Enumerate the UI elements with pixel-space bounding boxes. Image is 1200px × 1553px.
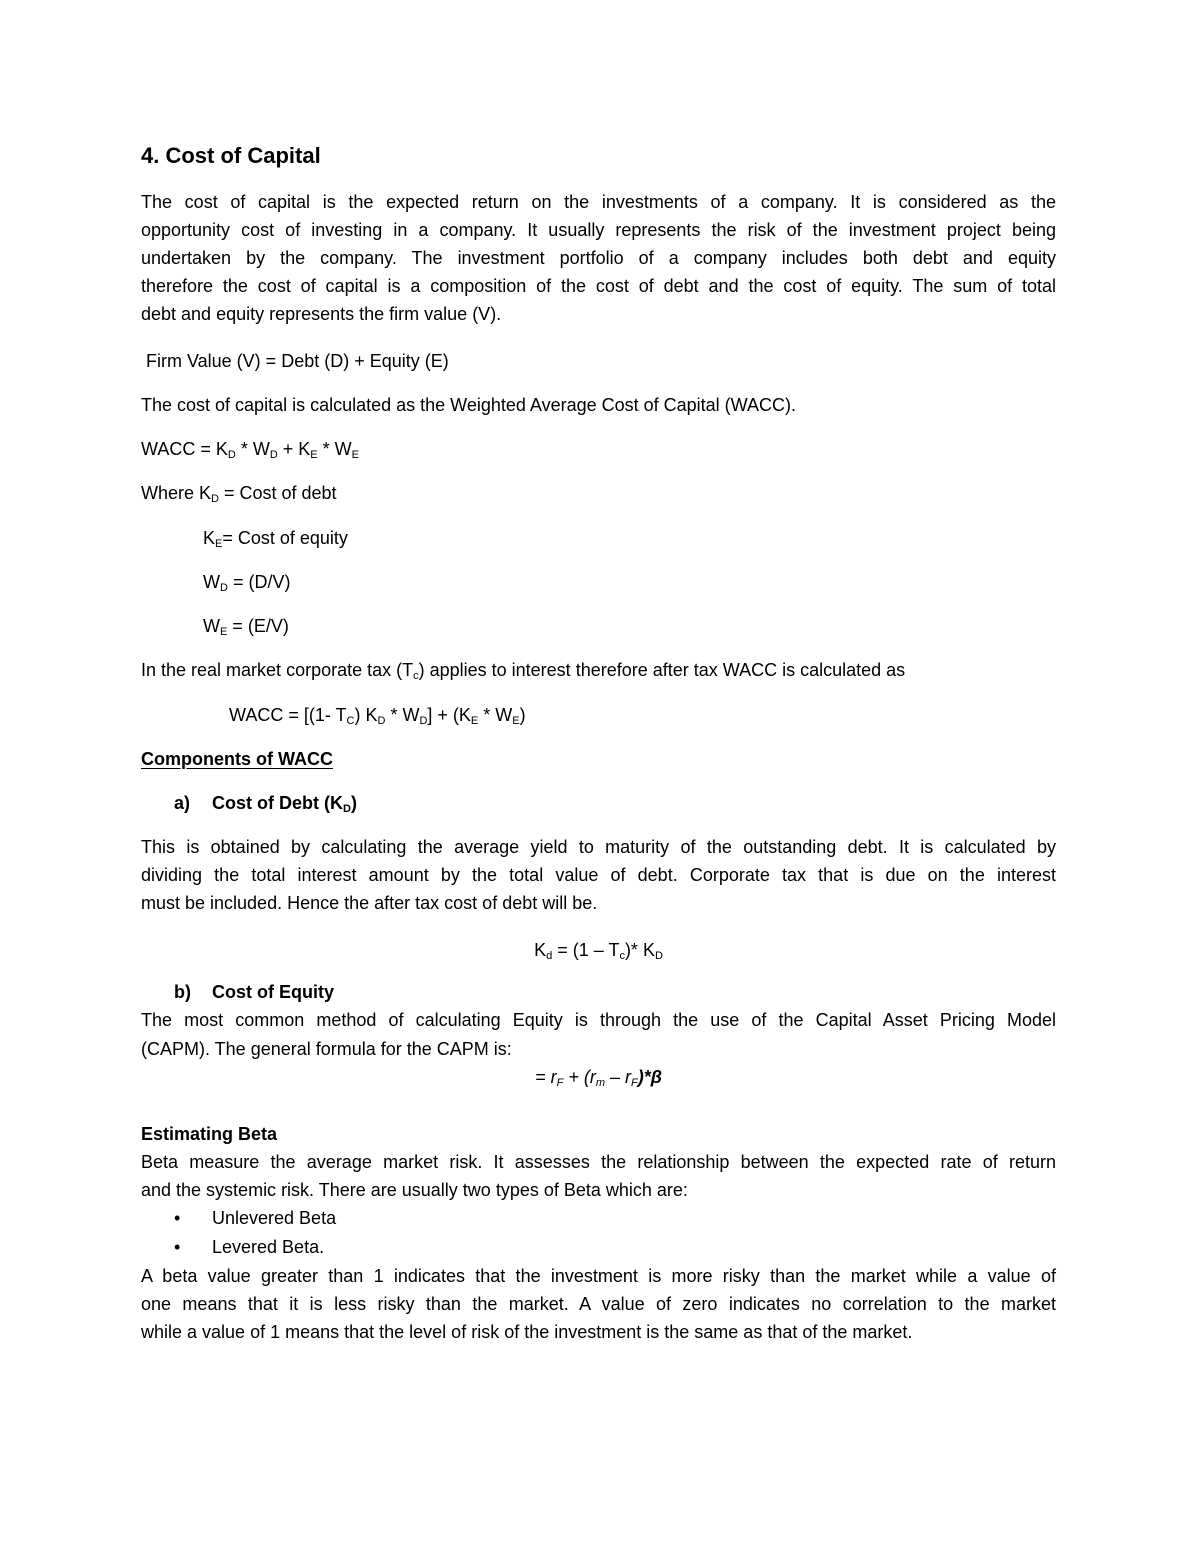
tax-sentence: In the real market corporate tax $(T_c)$ applies to interest therefore after tax WACC is calculated as xyxy=(141,660,906,682)
beta-type-levered: Levered Beta. xyxy=(212,1237,325,1257)
where-we: $W_E = (E/V)$ xyxy=(203,616,289,638)
beta-line-2: and the systemic risk. There are usually two types of Beta which are: xyxy=(141,1180,688,1200)
cost-of-equity-label: b) xyxy=(174,982,191,1002)
cost-of-debt-label: a) xyxy=(174,793,191,813)
section-heading: 4. Cost of Capital xyxy=(141,143,321,168)
wacc-intro: The cost of capital is calculated as the Weighted Average Cost of Capital (WACC). xyxy=(141,395,796,415)
estimating-beta-heading: Estimating Beta xyxy=(141,1124,278,1144)
beta-type-unlevered: Unlevered Beta xyxy=(212,1208,337,1228)
after-tax-cost-of-debt-formula: $K_d = (1 - T_c)*$ $K_D$ xyxy=(534,940,663,962)
where-wd: $W_D = (D/V)$ xyxy=(203,572,291,594)
where-ke: $K_E=$ Cost of equity xyxy=(203,528,348,550)
after-tax-wacc-formula: WACC = [(1- $T_C$) $K_D * W_D] + (K_E * W_E)$ xyxy=(229,705,526,727)
cost-of-debt-line-3: must be included. Hence the after tax cost of debt will be. xyxy=(141,893,598,913)
cost-of-equity-line-1: The most common method of calculating Equity is through the use of the Capital Asset Pricing Model xyxy=(141,1010,1056,1030)
cost-of-debt-line-2: dividing the total interest amount by the total value of debt. Corporate tax that is due on the interest xyxy=(141,865,1056,885)
intro-line-5: debt and equity represents the firm value (V). xyxy=(141,304,502,324)
intro-line-2: opportunity cost of investing in a company. It usually represents the risk of the investment project being xyxy=(141,220,1056,240)
cost-of-debt-title: Cost of Debt $(K_D)$ xyxy=(212,793,357,815)
cost-of-debt-line-1: This is obtained by calculating the average yield to maturity of the outstanding debt. It is calculated by xyxy=(141,837,1056,857)
beta-conclusion-line-1: A beta value greater than 1 indicates that the investment is more risky than the market while a value of xyxy=(141,1266,1056,1286)
bullet-icon: • xyxy=(174,1237,181,1257)
firm-value-formula: Firm Value (V) = Debt (D) + Equity (E) xyxy=(146,351,449,371)
beta-conclusion-line-3: while a value of 1 means that the level of risk of the investment is the same as that of the market. xyxy=(141,1322,913,1342)
components-heading: Components of WACC xyxy=(141,749,333,769)
wacc-formula: WACC = $K_D * W_D + K_E * W_E$ xyxy=(141,439,359,461)
intro-line-1: The cost of capital is the expected return on the investments of a company. It is considered as the xyxy=(141,192,1056,212)
where-kd: Where $K_D$ = Cost of debt xyxy=(141,483,337,505)
intro-line-3: undertaken by the company. The investment portfolio of a company includes both debt and equity xyxy=(141,248,1056,268)
beta-conclusion-line-2: one means that it is less risky than the market. A value of zero indicates no correlation to the market xyxy=(141,1294,1056,1314)
bullet-icon: • xyxy=(174,1208,181,1228)
intro-line-4: therefore the cost of capital is a composition of the cost of debt and the cost of equity. The sum of total xyxy=(141,276,1056,296)
cost-of-equity-line-2: (CAPM). The general formula for the CAPM is: xyxy=(141,1039,512,1059)
capm-formula: = $r_F + (r_m - r_F)*\beta$ xyxy=(535,1067,662,1089)
beta-line-1: Beta measure the average market risk. It assesses the relationship between the expected rate of return xyxy=(141,1152,1056,1172)
cost-of-equity-title: Cost of Equity xyxy=(212,982,334,1002)
